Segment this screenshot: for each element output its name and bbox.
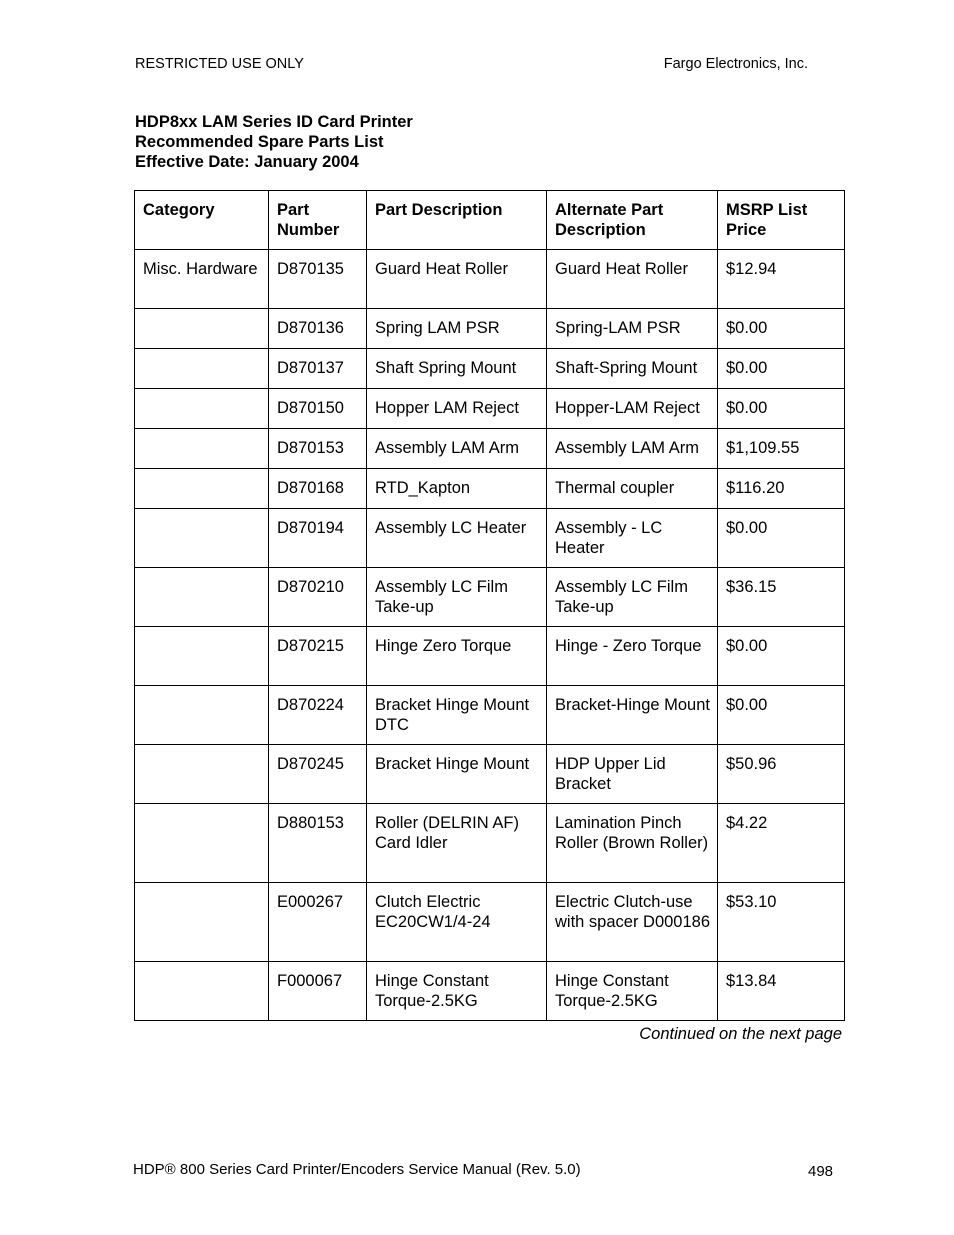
cell-msrp-price: $36.15 [718,568,845,627]
spare-parts-table [134,190,845,1021]
cell-part-description: Clutch Electric EC20CW1/4-24 [367,883,547,962]
cell-part-number: D870153 [269,429,367,469]
cell-msrp-price: $0.00 [718,509,845,568]
title-line-list-name: Recommended Spare Parts List [135,133,384,151]
cell-category [135,349,269,389]
cell-part-number: D870245 [269,745,367,804]
cell-category [135,509,269,568]
cell-part-number: F000067 [269,962,367,1021]
header-restricted-label: RESTRICTED USE ONLY [135,56,304,72]
column-header-part-number: Part Number [269,191,367,250]
table-body [135,250,845,1021]
cell-alternate-description: Spring-LAM PSR [547,309,718,349]
cell-category [135,568,269,627]
table-header-row [135,191,845,250]
cell-part-description: Hinge Zero Torque [367,627,547,686]
cell-alternate-description: Bracket-Hinge Mount [547,686,718,745]
cell-msrp-price: $0.00 [718,349,845,389]
table-row [135,568,845,627]
cell-category [135,309,269,349]
cell-part-number: D870136 [269,309,367,349]
cell-alternate-description: Assembly LC Film Take-up [547,568,718,627]
table-row [135,686,845,745]
table-row [135,429,845,469]
cell-part-number: D870135 [269,250,367,309]
cell-msrp-price: $4.22 [718,804,845,883]
table-row [135,627,845,686]
cell-msrp-price: $0.00 [718,389,845,429]
cell-alternate-description: Electric Clutch-use with spacer D000186 [547,883,718,962]
document-title [135,112,413,172]
cell-category [135,389,269,429]
cell-part-number: D870210 [269,568,367,627]
title-line-effective-date: Effective Date: January 2004 [135,153,359,171]
cell-alternate-description: Assembly LAM Arm [547,429,718,469]
cell-alternate-description: HDP Upper Lid Bracket [547,745,718,804]
table-row [135,962,845,1021]
column-header-msrp-price: MSRP List Price [718,191,845,250]
cell-part-description: Assembly LC Film Take-up [367,568,547,627]
cell-msrp-price: $0.00 [718,309,845,349]
cell-category [135,469,269,509]
table-row [135,509,845,568]
cell-part-description: Assembly LC Heater [367,509,547,568]
cell-part-number: D870215 [269,627,367,686]
cell-msrp-price: $12.94 [718,250,845,309]
column-header-part-description: Part Description [367,191,547,250]
cell-part-number: D870194 [269,509,367,568]
table-row [135,349,845,389]
table-row [135,389,845,429]
cell-msrp-price: $13.84 [718,962,845,1021]
cell-part-description: Roller (DELRIN AF) Card Idler [367,804,547,883]
cell-msrp-price: $53.10 [718,883,845,962]
cell-msrp-price: $1,109.55 [718,429,845,469]
continued-note: Continued on the next page [639,1025,842,1043]
cell-part-number: D870137 [269,349,367,389]
cell-part-description: Hinge Constant Torque-2.5KG [367,962,547,1021]
column-header-alternate-description: Alternate Part Description [547,191,718,250]
cell-alternate-description: Assembly - LC Heater [547,509,718,568]
cell-category [135,686,269,745]
cell-alternate-description: Lamination Pinch Roller (Brown Roller) [547,804,718,883]
cell-part-number: D870150 [269,389,367,429]
header-company-name: Fargo Electronics, Inc. [663,56,808,72]
cell-part-number: D870168 [269,469,367,509]
cell-category [135,745,269,804]
table-row [135,745,845,804]
cell-msrp-price: $0.00 [718,627,845,686]
cell-alternate-description: Thermal coupler [547,469,718,509]
cell-part-description: RTD_Kapton [367,469,547,509]
cell-part-description: Guard Heat Roller [367,250,547,309]
cell-part-description: Spring LAM PSR [367,309,547,349]
cell-category [135,429,269,469]
cell-part-description: Shaft Spring Mount [367,349,547,389]
cell-part-description: Assembly LAM Arm [367,429,547,469]
table-row [135,804,845,883]
cell-category: Misc. Hardware [135,250,269,309]
table-row [135,469,845,509]
cell-alternate-description: Hinge - Zero Torque [547,627,718,686]
cell-part-number: D870224 [269,686,367,745]
cell-part-number: E000267 [269,883,367,962]
cell-part-number: D880153 [269,804,367,883]
cell-category [135,627,269,686]
cell-category [135,804,269,883]
title-line-product: HDP8xx LAM Series ID Card Printer [135,113,413,131]
cell-msrp-price: $116.20 [718,469,845,509]
cell-alternate-description: Hopper-LAM Reject [547,389,718,429]
table-row [135,250,845,309]
cell-part-description: Bracket Hinge Mount DTC [367,686,547,745]
cell-alternate-description: Shaft-Spring Mount [547,349,718,389]
cell-alternate-description: Hinge Constant Torque-2.5KG [547,962,718,1021]
footer-page-number: 498 [808,1163,834,1180]
cell-msrp-price: $0.00 [718,686,845,745]
cell-category [135,883,269,962]
cell-part-description: Bracket Hinge Mount [367,745,547,804]
cell-category [135,962,269,1021]
table-row [135,309,845,349]
cell-alternate-description: Guard Heat Roller [547,250,718,309]
cell-part-description: Hopper LAM Reject [367,389,547,429]
column-header-category: Category [135,191,269,250]
cell-msrp-price: $50.96 [718,745,845,804]
footer-manual-title: HDP® 800 Series Card Printer/Encoders Service Manual (Rev. 5.0) [133,1161,581,1178]
table-row [135,883,845,962]
